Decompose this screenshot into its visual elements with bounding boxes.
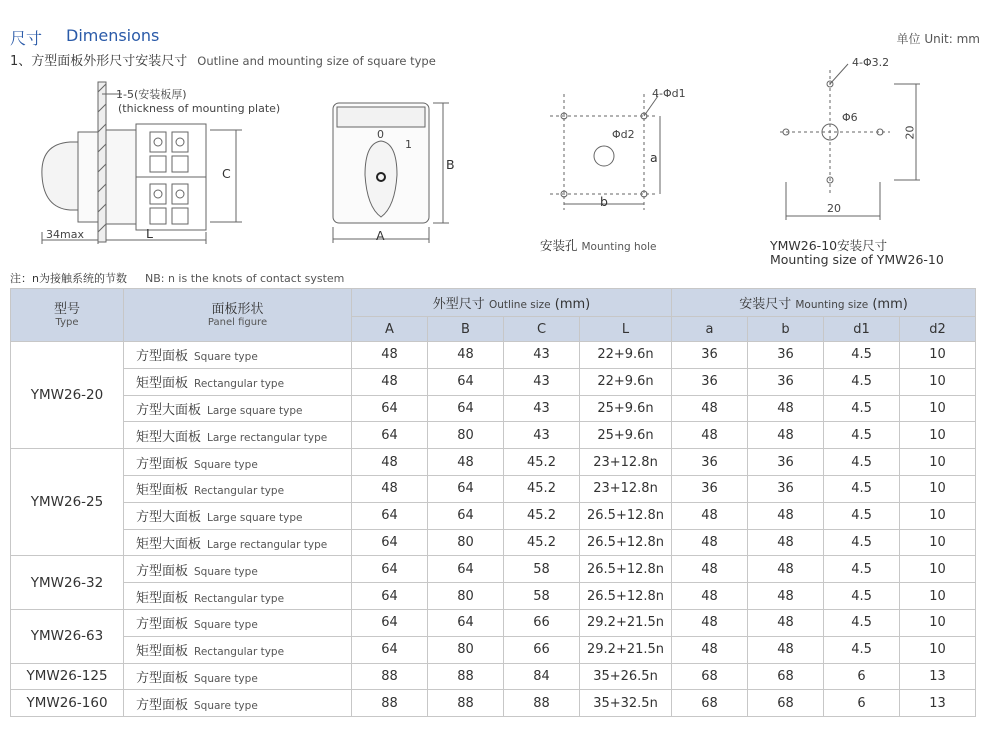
panel-en: Large square type <box>207 404 303 417</box>
value-cell-a: 48 <box>672 395 748 422</box>
dim-a-label: A <box>376 228 385 243</box>
dimension-table <box>10 288 976 717</box>
value-cell-b: 48 <box>748 502 824 529</box>
value-cell-b: 48 <box>748 422 824 449</box>
value-cell-b: 48 <box>748 609 824 636</box>
value-cell-a: 68 <box>672 690 748 717</box>
value-cell-L: 23+12.8n <box>580 475 672 502</box>
value-cell-d2: 10 <box>900 609 976 636</box>
value-cell-d2: 10 <box>900 475 976 502</box>
table-row <box>11 502 976 529</box>
value-cell-A: 64 <box>352 529 428 556</box>
value-cell-d2: 10 <box>900 583 976 610</box>
header-type <box>11 289 124 342</box>
dim-34max-label: 34max <box>46 228 84 241</box>
value-cell-C: 66 <box>504 636 580 663</box>
value-cell-L: 22+9.6n <box>580 368 672 395</box>
value-cell-B: 48 <box>428 449 504 476</box>
value-cell-a: 48 <box>672 502 748 529</box>
table-row <box>11 636 976 663</box>
panel-cn: 方型面板 <box>136 349 189 365</box>
value-cell-b: 68 <box>748 663 824 690</box>
panel-en: Large rectangular type <box>207 538 328 551</box>
panel-cell <box>124 529 352 556</box>
header-panel-cn: 面板形状 <box>211 301 264 317</box>
value-cell-a: 68 <box>672 663 748 690</box>
panel-en: Square type <box>194 672 258 685</box>
header-outline-en: Outline size <box>488 299 551 311</box>
subtitle-cn: 1、方型面板外形尺寸安装尺寸 <box>10 54 188 69</box>
panel-cn: 方型面板 <box>136 456 189 472</box>
panel-cn: 方型大面板 <box>136 510 202 526</box>
value-cell-a: 36 <box>672 368 748 395</box>
value-cell-C: 43 <box>504 422 580 449</box>
value-cell-A: 64 <box>352 636 428 663</box>
value-cell-d2: 10 <box>900 502 976 529</box>
value-cell-a: 48 <box>672 529 748 556</box>
value-cell-A: 64 <box>352 556 428 583</box>
value-cell-d1: 4.5 <box>824 502 900 529</box>
value-cell-a: 36 <box>672 342 748 369</box>
header-outline-unit: (mm) <box>554 297 591 312</box>
panel-cell <box>124 475 352 502</box>
note <box>10 270 344 286</box>
value-cell-a: 48 <box>672 556 748 583</box>
header-mounting <box>672 289 976 317</box>
title-en: Dimensions <box>66 26 160 45</box>
value-cell-L: 29.2+21.5n <box>580 636 672 663</box>
panel-cn: 方型大面板 <box>136 402 202 418</box>
value-cell-A: 64 <box>352 422 428 449</box>
value-cell-C: 45.2 <box>504 502 580 529</box>
column-header-a: a <box>672 317 748 342</box>
value-cell-a: 48 <box>672 609 748 636</box>
position-0-label: 0 <box>377 128 384 141</box>
ymw10-20-vertical-label: 20 <box>903 125 917 140</box>
value-cell-A: 64 <box>352 395 428 422</box>
header-type-en: Type <box>55 316 79 328</box>
mounting-hole-caption <box>540 236 656 254</box>
dim-b-label: B <box>446 157 455 172</box>
value-cell-d1: 4.5 <box>824 609 900 636</box>
value-cell-d2: 10 <box>900 422 976 449</box>
value-cell-B: 64 <box>428 368 504 395</box>
panel-cell <box>124 422 352 449</box>
hole-4d1-label: 4-Φd1 <box>652 87 686 100</box>
panel-en: Rectangular type <box>194 646 285 659</box>
value-cell-L: 29.2+21.5n <box>580 609 672 636</box>
value-cell-L: 25+9.6n <box>580 395 672 422</box>
value-cell-L: 26.5+12.8n <box>580 556 672 583</box>
value-cell-b: 36 <box>748 475 824 502</box>
value-cell-A: 88 <box>352 663 428 690</box>
column-header-d2: d2 <box>900 317 976 342</box>
panel-cn: 方型面板 <box>136 617 189 633</box>
header-type-cn: 型号 <box>53 301 80 317</box>
value-cell-d1: 4.5 <box>824 475 900 502</box>
value-cell-a: 36 <box>672 475 748 502</box>
model-cell: YMW26-63 <box>11 609 124 663</box>
panel-en: Square type <box>194 351 258 364</box>
model-cell: YMW26-125 <box>11 663 124 690</box>
column-header-L: L <box>580 317 672 342</box>
value-cell-B: 88 <box>428 663 504 690</box>
panel-en: Rectangular type <box>194 378 285 391</box>
value-cell-d1: 6 <box>824 690 900 717</box>
header-mounting-cn: 安装尺寸 <box>739 297 792 312</box>
table-row <box>11 609 976 636</box>
value-cell-d1: 4.5 <box>824 529 900 556</box>
position-1-label: 1 <box>405 138 412 151</box>
value-cell-b: 48 <box>748 395 824 422</box>
value-cell-d2: 10 <box>900 636 976 663</box>
value-cell-L: 35+32.5n <box>580 690 672 717</box>
table-row <box>11 368 976 395</box>
dim-c-label: C <box>222 166 231 181</box>
value-cell-d2: 10 <box>900 342 976 369</box>
value-cell-a: 48 <box>672 583 748 610</box>
value-cell-b: 48 <box>748 529 824 556</box>
value-cell-A: 64 <box>352 609 428 636</box>
panel-cell <box>124 342 352 369</box>
hole-a-label: a <box>650 150 658 165</box>
panel-cell <box>124 636 352 663</box>
value-cell-B: 64 <box>428 475 504 502</box>
value-cell-d2: 10 <box>900 449 976 476</box>
hole-d2-label: Φd2 <box>612 128 635 141</box>
ymw10-20-horizontal-label: 20 <box>827 202 841 215</box>
value-cell-a: 36 <box>672 449 748 476</box>
value-cell-A: 88 <box>352 690 428 717</box>
dim-l-label: L <box>146 226 153 241</box>
panel-cell <box>124 663 352 690</box>
mounting-hole-caption-en: Mounting hole <box>581 241 657 253</box>
value-cell-b: 36 <box>748 342 824 369</box>
table-row <box>11 690 976 717</box>
value-cell-L: 25+9.6n <box>580 422 672 449</box>
value-cell-A: 48 <box>352 449 428 476</box>
value-cell-d2: 10 <box>900 368 976 395</box>
column-header-A: A <box>352 317 428 342</box>
panel-cn: 矩型面板 <box>136 590 189 606</box>
table-head <box>11 289 976 342</box>
value-cell-C: 88 <box>504 690 580 717</box>
value-cell-d2: 10 <box>900 529 976 556</box>
value-cell-B: 64 <box>428 395 504 422</box>
value-cell-L: 26.5+12.8n <box>580 583 672 610</box>
title-cn: 尺寸 <box>10 29 43 48</box>
table-row <box>11 556 976 583</box>
header-mounting-unit: (mm) <box>872 297 908 312</box>
panel-cn: 矩型大面板 <box>136 429 202 445</box>
mounting-hole-caption-cn: 安装孔 <box>540 238 578 253</box>
table-row <box>11 529 976 556</box>
panel-cell <box>124 690 352 717</box>
table-body <box>11 342 976 717</box>
value-cell-d1: 4.5 <box>824 556 900 583</box>
panel-en: Rectangular type <box>194 592 285 605</box>
value-cell-d1: 4.5 <box>824 449 900 476</box>
value-cell-d1: 4.5 <box>824 368 900 395</box>
header-mounting-en: Mounting size <box>795 299 869 311</box>
note-cn: 注：n为接触系统的节数 <box>10 272 127 285</box>
column-header-d1: d1 <box>824 317 900 342</box>
value-cell-a: 48 <box>672 422 748 449</box>
value-cell-d2: 10 <box>900 556 976 583</box>
header-panel-en: Panel figure <box>207 316 268 328</box>
column-header-B: B <box>428 317 504 342</box>
panel-cn: 矩型面板 <box>136 376 189 392</box>
ymw10-caption-cn: YMW26-10安装尺寸 <box>770 238 888 253</box>
value-cell-b: 48 <box>748 636 824 663</box>
value-cell-A: 64 <box>352 583 428 610</box>
value-cell-d2: 13 <box>900 663 976 690</box>
panel-cn: 矩型面板 <box>136 644 189 660</box>
value-cell-d1: 4.5 <box>824 395 900 422</box>
value-cell-C: 43 <box>504 368 580 395</box>
value-cell-C: 45.2 <box>504 529 580 556</box>
table-row <box>11 663 976 690</box>
value-cell-L: 22+9.6n <box>580 342 672 369</box>
panel-en: Large rectangular type <box>207 431 328 444</box>
value-cell-d2: 10 <box>900 395 976 422</box>
value-cell-d1: 4.5 <box>824 342 900 369</box>
panel-cell <box>124 368 352 395</box>
header-outline <box>352 289 672 317</box>
value-cell-C: 43 <box>504 342 580 369</box>
table-row <box>11 395 976 422</box>
value-cell-B: 88 <box>428 690 504 717</box>
value-cell-C: 45.2 <box>504 449 580 476</box>
ymw10-d6-label: Φ6 <box>842 111 858 124</box>
hole-b-label: b <box>600 194 608 209</box>
ymw10-4d-label: 4-Φ3.2 <box>852 56 890 69</box>
panel-cn: 方型面板 <box>136 563 189 579</box>
table-row <box>11 422 976 449</box>
value-cell-a: 48 <box>672 636 748 663</box>
mounting-hole-drawing <box>540 86 680 216</box>
value-cell-C: 43 <box>504 395 580 422</box>
thickness-en-label: (thickness of mounting plate) <box>118 102 281 115</box>
column-header-b: b <box>748 317 824 342</box>
panel-cn: 矩型面板 <box>136 483 189 499</box>
value-cell-b: 68 <box>748 690 824 717</box>
value-cell-d1: 4.5 <box>824 422 900 449</box>
ymw10-caption-en: Mounting size of YMW26-10 <box>770 252 944 267</box>
value-cell-B: 80 <box>428 529 504 556</box>
header-outline-cn: 外型尺寸 <box>432 297 485 312</box>
unit-label: 单位 Unit: mm <box>896 32 980 46</box>
panel-cn: 方型面板 <box>136 697 189 713</box>
note-en: NB: n is the knots of contact system <box>144 272 345 285</box>
model-cell: YMW26-20 <box>11 342 124 449</box>
panel-en: Square type <box>194 565 258 578</box>
panel-en: Large square type <box>207 512 303 525</box>
value-cell-b: 36 <box>748 449 824 476</box>
value-cell-B: 80 <box>428 636 504 663</box>
panel-cell <box>124 502 352 529</box>
value-cell-A: 48 <box>352 368 428 395</box>
header-panel <box>124 289 352 342</box>
value-cell-C: 58 <box>504 583 580 610</box>
ymw26-10-drawing <box>770 62 930 222</box>
value-cell-B: 64 <box>428 502 504 529</box>
front-view-drawing <box>325 95 465 250</box>
value-cell-L: 26.5+12.8n <box>580 502 672 529</box>
value-cell-L: 35+26.5n <box>580 663 672 690</box>
value-cell-B: 64 <box>428 556 504 583</box>
value-cell-d1: 4.5 <box>824 583 900 610</box>
thickness-cn-label: 1-5(安装板厚) <box>116 88 187 101</box>
panel-cell <box>124 609 352 636</box>
panel-cn: 矩型大面板 <box>136 536 202 552</box>
value-cell-d2: 13 <box>900 690 976 717</box>
panel-en: Square type <box>194 458 258 471</box>
value-cell-C: 45.2 <box>504 475 580 502</box>
table-row <box>11 583 976 610</box>
value-cell-d1: 4.5 <box>824 636 900 663</box>
panel-cell <box>124 583 352 610</box>
panel-en: Square type <box>194 619 258 632</box>
panel-cell <box>124 556 352 583</box>
value-cell-b: 48 <box>748 583 824 610</box>
subtitle <box>10 50 436 69</box>
value-cell-A: 48 <box>352 475 428 502</box>
panel-en: Square type <box>194 699 258 712</box>
value-cell-b: 36 <box>748 368 824 395</box>
panel-en: Rectangular type <box>194 485 285 498</box>
table-row <box>11 475 976 502</box>
value-cell-b: 48 <box>748 556 824 583</box>
value-cell-A: 64 <box>352 502 428 529</box>
value-cell-B: 48 <box>428 342 504 369</box>
panel-cell <box>124 395 352 422</box>
value-cell-B: 64 <box>428 609 504 636</box>
panel-cell <box>124 449 352 476</box>
table-row <box>11 449 976 476</box>
panel-cn: 方型面板 <box>136 670 189 686</box>
column-header-C: C <box>504 317 580 342</box>
value-cell-B: 80 <box>428 583 504 610</box>
table-row <box>11 342 976 369</box>
value-cell-C: 58 <box>504 556 580 583</box>
model-cell: YMW26-25 <box>11 449 124 556</box>
model-cell: YMW26-160 <box>11 690 124 717</box>
value-cell-d1: 6 <box>824 663 900 690</box>
value-cell-A: 48 <box>352 342 428 369</box>
value-cell-L: 26.5+12.8n <box>580 529 672 556</box>
value-cell-L: 23+12.8n <box>580 449 672 476</box>
subtitle-en: Outline and mounting size of square type <box>197 54 436 68</box>
value-cell-C: 84 <box>504 663 580 690</box>
value-cell-B: 80 <box>428 422 504 449</box>
model-cell: YMW26-32 <box>11 556 124 610</box>
value-cell-C: 66 <box>504 609 580 636</box>
